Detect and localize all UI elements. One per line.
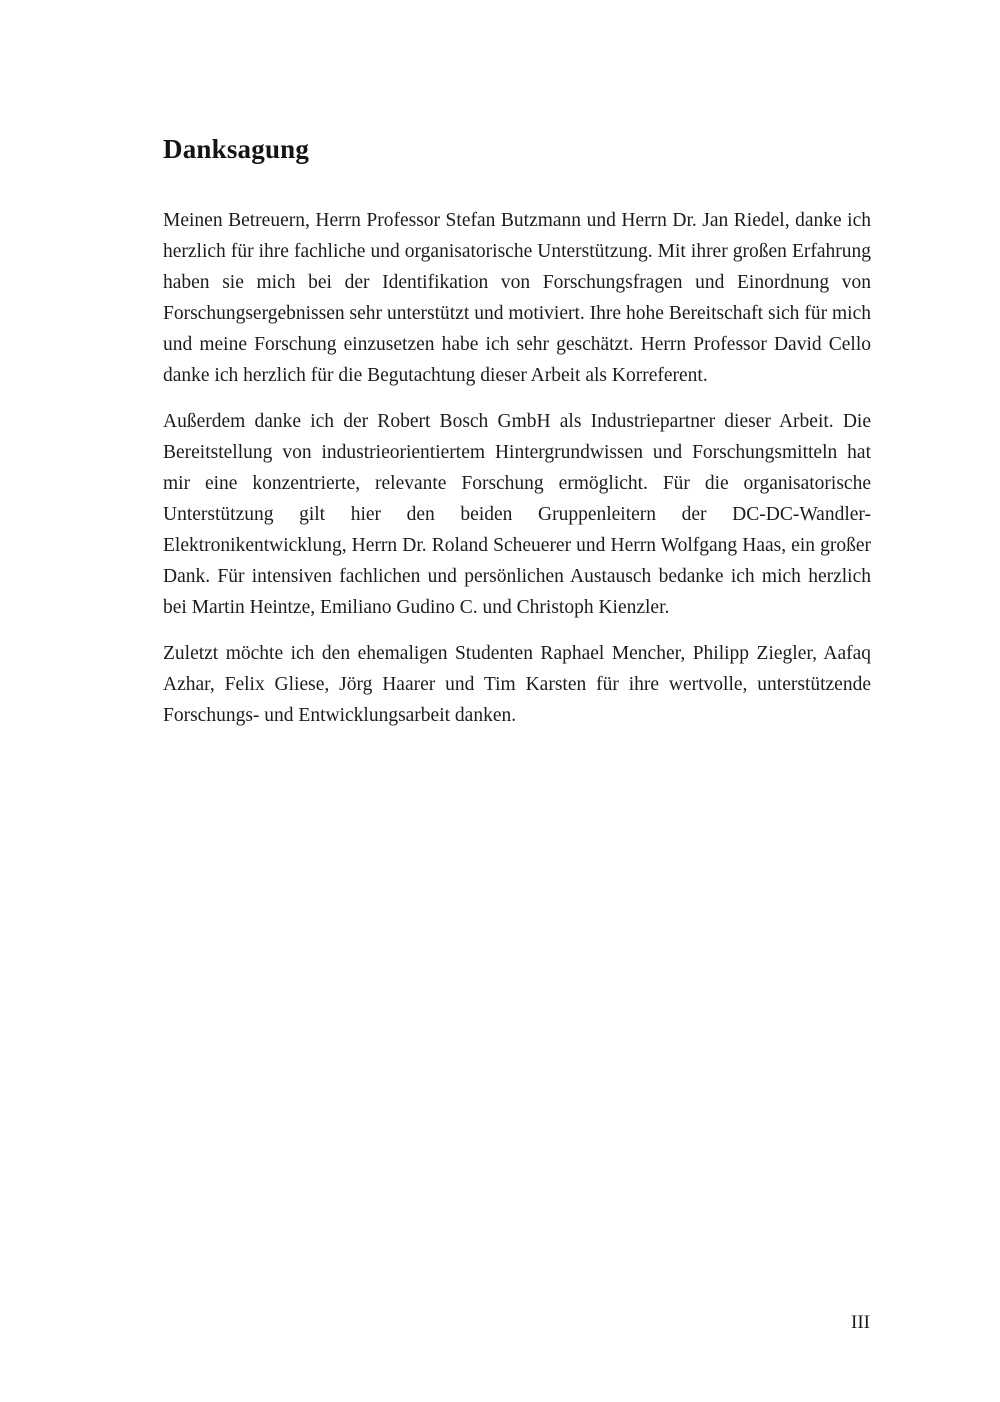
page-number: III <box>851 1312 870 1333</box>
paragraph-acknowledgement-students: Zuletzt möchte ich den ehemaligen Studenten Raphael Mencher, Philipp Ziegler, Aafaq Azhar, Felix Gliese, Jörg Haarer und Tim Karsten für ihre wertvolle, unterstützende Forschungs- und Entwicklungsarbeit danken. <box>163 643 871 726</box>
paragraph-acknowledgement-supervisors: Meinen Betreuern, Herrn Professor Stefan Butzmann und Herrn Dr. Jan Riedel, danke ich herzlich für ihre fachliche und organisatorische Unterstützung. Mit ihrer großen Erfahrung haben sie mich bei der Identifikation von Forschungsfragen und Einordnung von Forschungsergebnissen sehr unterstützt und motiviert. Ihre hohe Bereitschaft sich für mich und meine Forschung einzusetzen habe ich sehr geschätzt. Herrn Professor David Cello danke ich herzlich für die Begutachtung dieser Arbeit als Korreferent. <box>163 210 871 386</box>
page-title: Danksagung <box>163 134 310 164</box>
text-block <box>163 134 871 746</box>
paragraph-acknowledgement-industry-partner: Außerdem danke ich der Robert Bosch GmbH als Industriepartner dieser Arbeit. Die Bereitstellung von industrieorientiertem Hintergrundwissen und Forschungsmitteln hat mir eine konzentrierte, relevante Forschung ermöglicht. Für die organisatorische Unterstützung gilt hier den beiden Gruppenleitern der DC-DC-Wandler-Elektronikentwicklung, Herrn Dr. Roland Scheuerer und Herrn Wolfgang Haas, ein großer Dank. Für intensiven fachlichen und persönlichen Austausch bedanke ich mich herzlich bei Martin Heintze, Emiliano Gudino C. und Christoph Kienzler. <box>163 411 871 618</box>
